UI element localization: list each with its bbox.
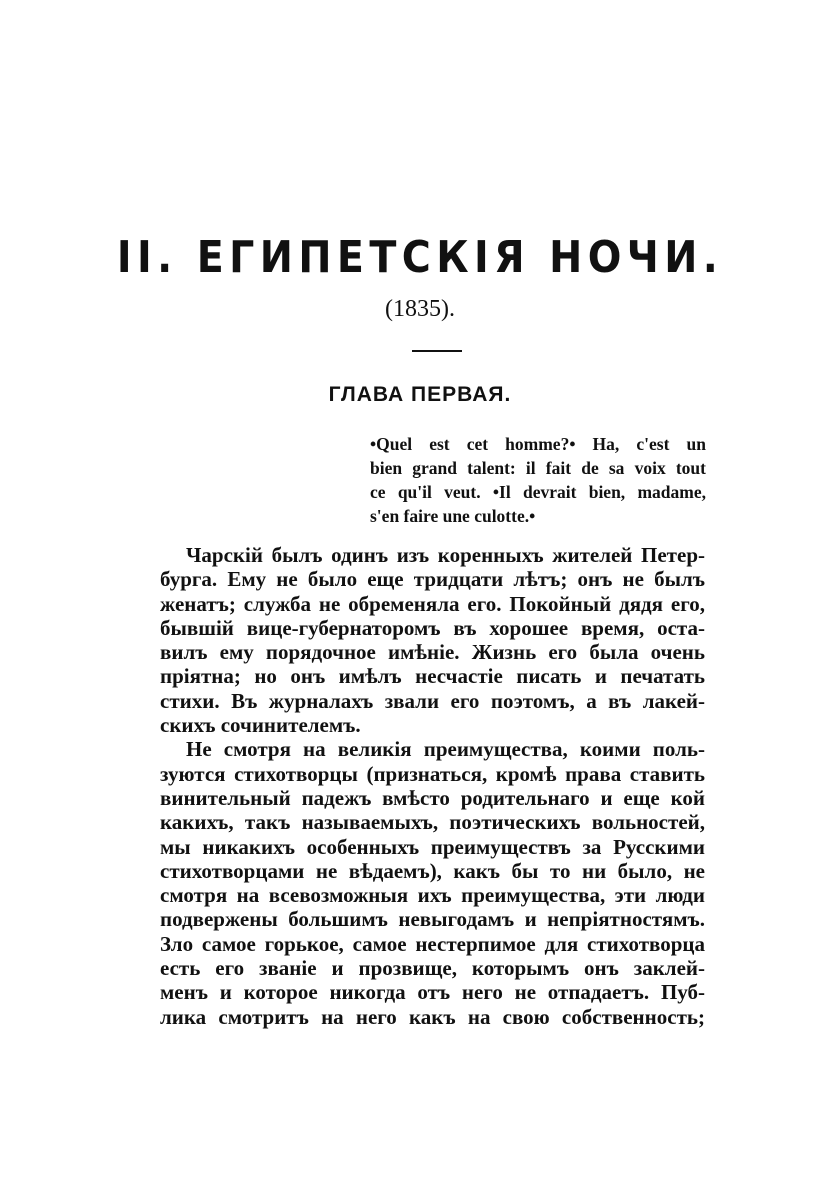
text-line: лика смотритъ на него какъ на свою собственность; xyxy=(160,1004,705,1029)
text-line: какихъ, такъ называемыхъ, поэтическихъ вольностей, xyxy=(160,810,705,835)
text-line: мы никакихъ особенныхъ преимуществъ за Русскими xyxy=(160,834,705,859)
text-line: скихъ сочинителемъ. xyxy=(160,713,361,738)
epigraph-line: •Quel est cet homme?• Ha, c'est un xyxy=(370,434,706,454)
text-line: вилъ ему порядочное имѣніе. Жизнь его была очень xyxy=(160,640,705,665)
text-line: смотря на всевозможныя ихъ преимущества, эти люди xyxy=(160,883,705,908)
page-title: II. ЕГИПЕТСКІЯ НОЧИ. xyxy=(116,232,724,283)
text-line: зуются стихотворцы (признаться, кромѣ права ставить xyxy=(160,761,705,786)
text-line: Зло самое горькое, самое нестерпимое для стихотворца xyxy=(160,931,705,956)
epigraph xyxy=(370,432,706,528)
text-line: стихотворцами не вѣдаемъ), какъ бы то ни было, не xyxy=(160,858,705,883)
epigraph-line: ce qu'il veut. •Il devrait bien, madame, xyxy=(370,482,706,502)
title-divider xyxy=(412,350,462,352)
epigraph-line: s'en faire une culotte.• xyxy=(370,506,536,526)
text-line: винительный падежъ вмѣсто родительнаго и еще кой xyxy=(160,785,705,810)
text-line: Чарскій былъ одинъ изъ коренныхъ жителей Петер- xyxy=(186,543,705,567)
body-text xyxy=(160,543,705,1029)
year-subtitle: (1835). xyxy=(385,296,455,322)
epigraph-line: bien grand talent: il fait de sa voix tout xyxy=(370,458,706,478)
text-line: бурга. Ему не было еще тридцати лѣтъ; онъ не былъ xyxy=(160,567,705,592)
text-line: женатъ; служба не обременяла его. Покойный дядя его, xyxy=(160,591,705,616)
paragraph-2 xyxy=(160,737,705,1029)
text-line: пріятна; но онъ имѣлъ несчастіе писать и печатать xyxy=(160,664,705,689)
text-line: Не смотря на великія преимущества, коими поль- xyxy=(186,737,705,762)
text-line: бывшій вице-губернаторомъ въ хорошее время, оста- xyxy=(160,615,705,640)
text-line: есть его званіе и прозвище, которымъ онъ заклей- xyxy=(160,956,705,981)
text-line: подвержены большимъ невыгодамъ и непріятностямъ. xyxy=(160,907,705,932)
paragraph-1 xyxy=(160,543,705,737)
chapter-heading: ГЛАВА ПЕРВАЯ. xyxy=(328,383,512,406)
text-line: менъ и которое никогда отъ него не отпадаетъ. Пуб- xyxy=(160,980,705,1005)
text-line: стихи. Въ журналахъ звали его поэтомъ, а въ лакей- xyxy=(160,688,705,713)
